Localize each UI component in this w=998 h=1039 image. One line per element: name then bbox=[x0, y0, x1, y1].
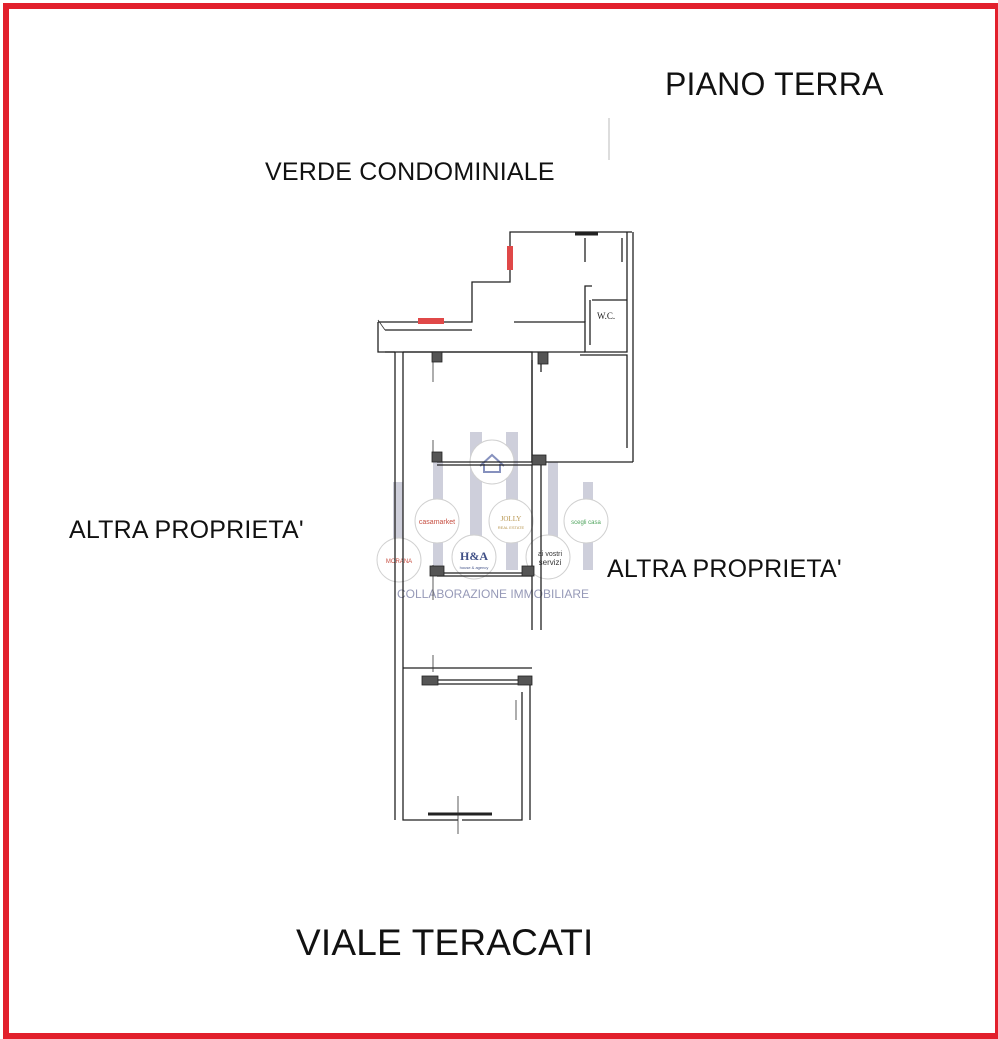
svg-text:MORANA: MORANA bbox=[385, 559, 413, 565]
floor-title: PIANO TERRA bbox=[665, 66, 884, 102]
svg-text:H&A: H&A bbox=[460, 549, 488, 563]
right-property-label: ALTRA PROPRIETA' bbox=[607, 555, 842, 583]
svg-text:REAL ESTATE: REAL ESTATE bbox=[497, 525, 525, 530]
svg-text:house & agency: house & agency bbox=[459, 565, 489, 570]
wc-label: W.C. bbox=[597, 311, 616, 321]
watermark-caption: COLLABORAZIONE IMMOBILIARE bbox=[396, 587, 590, 601]
garden-label: VERDE CONDOMINIALE bbox=[265, 158, 555, 186]
svg-text:servizi: servizi bbox=[538, 558, 562, 567]
street-label: VIALE TERACATI bbox=[296, 922, 594, 963]
svg-text:ai vostri: ai vostri bbox=[537, 551, 563, 558]
red-hatch-marks bbox=[418, 246, 513, 324]
svg-text:scegli casa: scegli casa bbox=[571, 520, 601, 526]
left-property-label: ALTRA PROPRIETA' bbox=[69, 516, 304, 544]
svg-text:JOLLY: JOLLY bbox=[500, 515, 522, 523]
svg-text:casamarket: casamarket bbox=[418, 519, 456, 526]
